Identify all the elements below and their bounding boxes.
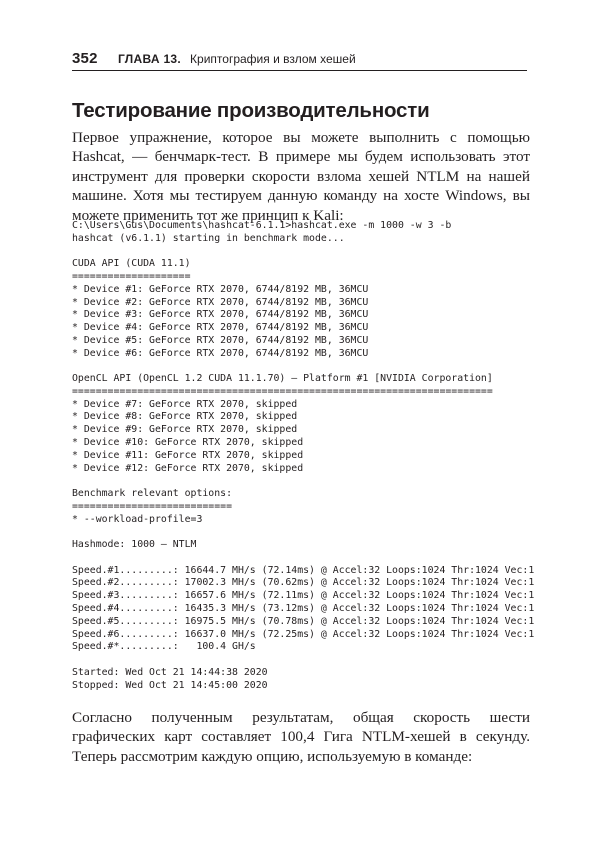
code-line	[72, 360, 534, 373]
code-line	[72, 552, 534, 565]
code-line: CUDA API (CUDA 11.1)	[72, 258, 191, 270]
code-line: * Device #12: GeForce RTX 2070, skipped	[72, 462, 304, 474]
code-line: Speed.#2.........: 17002.3 MH/s (70.62ms) @ Accel:32 Loops:1024 Thr:1024 Vec:1	[72, 577, 535, 589]
page-number: 352	[72, 50, 98, 67]
code-line: C:\Users\Gus\Documents\hashcat-6.1.1>hashcat.exe -m 1000 -w 3 -b	[72, 220, 452, 231]
code-line: =======================================================================	[72, 385, 493, 397]
code-line: * Device #8: GeForce RTX 2070, skipped	[72, 411, 298, 423]
code-line: Speed.#*.........: 100.4 GH/s	[72, 641, 256, 653]
code-line: Speed.#4.........: 16435.3 MH/s (73.12ms) @ Accel:32 Loops:1024 Thr:1024 Vec:1	[72, 602, 535, 614]
code-line: * Device #10: GeForce RTX 2070, skipped	[72, 437, 304, 449]
code-line: * Device #7: GeForce RTX 2070, skipped	[72, 398, 298, 410]
code-line: Speed.#1.........: 16644.7 MH/s (72.14ms) @ Accel:32 Loops:1024 Thr:1024 Vec:1	[72, 564, 535, 576]
code-line: Speed.#6.........: 16637.0 MH/s (72.25ms) @ Accel:32 Loops:1024 Thr:1024 Vec:1	[72, 628, 535, 640]
running-header	[72, 44, 527, 71]
code-line: ====================	[72, 271, 191, 283]
chapter-label: ГЛАВА 13.	[118, 52, 182, 66]
code-line: Speed.#3.........: 16657.6 MH/s (72.11ms) @ Accel:32 Loops:1024 Thr:1024 Vec:1	[72, 590, 535, 602]
code-line	[72, 246, 534, 259]
code-line: * Device #5: GeForce RTX 2070, 6744/8192 MB, 36MCU	[72, 334, 369, 346]
code-line: * Device #2: GeForce RTX 2070, 6744/8192 MB, 36MCU	[72, 296, 369, 308]
code-line: * Device #11: GeForce RTX 2070, skipped	[72, 449, 304, 461]
code-line: Stopped: Wed Oct 21 14:45:00 2020	[72, 679, 268, 691]
code-line: * Device #1: GeForce RTX 2070, 6744/8192 MB, 36MCU	[72, 283, 369, 295]
section-title: Тестирование производительности	[72, 99, 430, 122]
code-line: * --workload-profile=3	[72, 513, 203, 525]
code-line	[72, 475, 534, 488]
code-line: Hashmode: 1000 — NTLM	[72, 539, 197, 551]
code-line	[72, 526, 534, 539]
intro-paragraph: Первое упражнение, которое вы можете выполнить с помощью Hashcat, — бенчмарк-тест. В примере мы будем использовать этот инструмент для проверки скорости взлома хешей NTLM на нашей машине. Хотя мы тестируем данную команду на хосте Windows, вы можете применить тот же принцип к Kali:	[72, 129, 530, 224]
code-block	[72, 220, 534, 692]
code-line: OpenCL API (OpenCL 1.2 CUDA 11.1.70) — Platform #1 [NVIDIA Corporation]	[72, 373, 493, 385]
code-line: * Device #3: GeForce RTX 2070, 6744/8192 MB, 36MCU	[72, 309, 369, 321]
code-line: Started: Wed Oct 21 14:44:38 2020	[72, 666, 268, 678]
code-line: * Device #4: GeForce RTX 2070, 6744/8192 MB, 36MCU	[72, 322, 369, 334]
result-paragraph: Согласно полученным результатам, общая скорость шести графических карт составляет 100,4 Гига NTLM-хешей в секунду. Теперь рассмотрим каждую опцию, используемую в команде:	[72, 709, 530, 765]
code-line: hashcat (v6.1.1) starting in benchmark mode...	[72, 232, 345, 244]
code-line: Benchmark relevant options:	[72, 488, 233, 500]
code-line: Speed.#5.........: 16975.5 MH/s (70.78ms) @ Accel:32 Loops:1024 Thr:1024 Vec:1	[72, 615, 535, 627]
code-line: * Device #6: GeForce RTX 2070, 6744/8192 MB, 36MCU	[72, 347, 369, 359]
chapter-title: Криптография и взлом хешей	[190, 52, 356, 66]
chapter-heading	[118, 52, 356, 66]
code-line: ===========================	[72, 500, 233, 512]
code-line: * Device #9: GeForce RTX 2070, skipped	[72, 424, 298, 436]
code-line	[72, 654, 534, 667]
